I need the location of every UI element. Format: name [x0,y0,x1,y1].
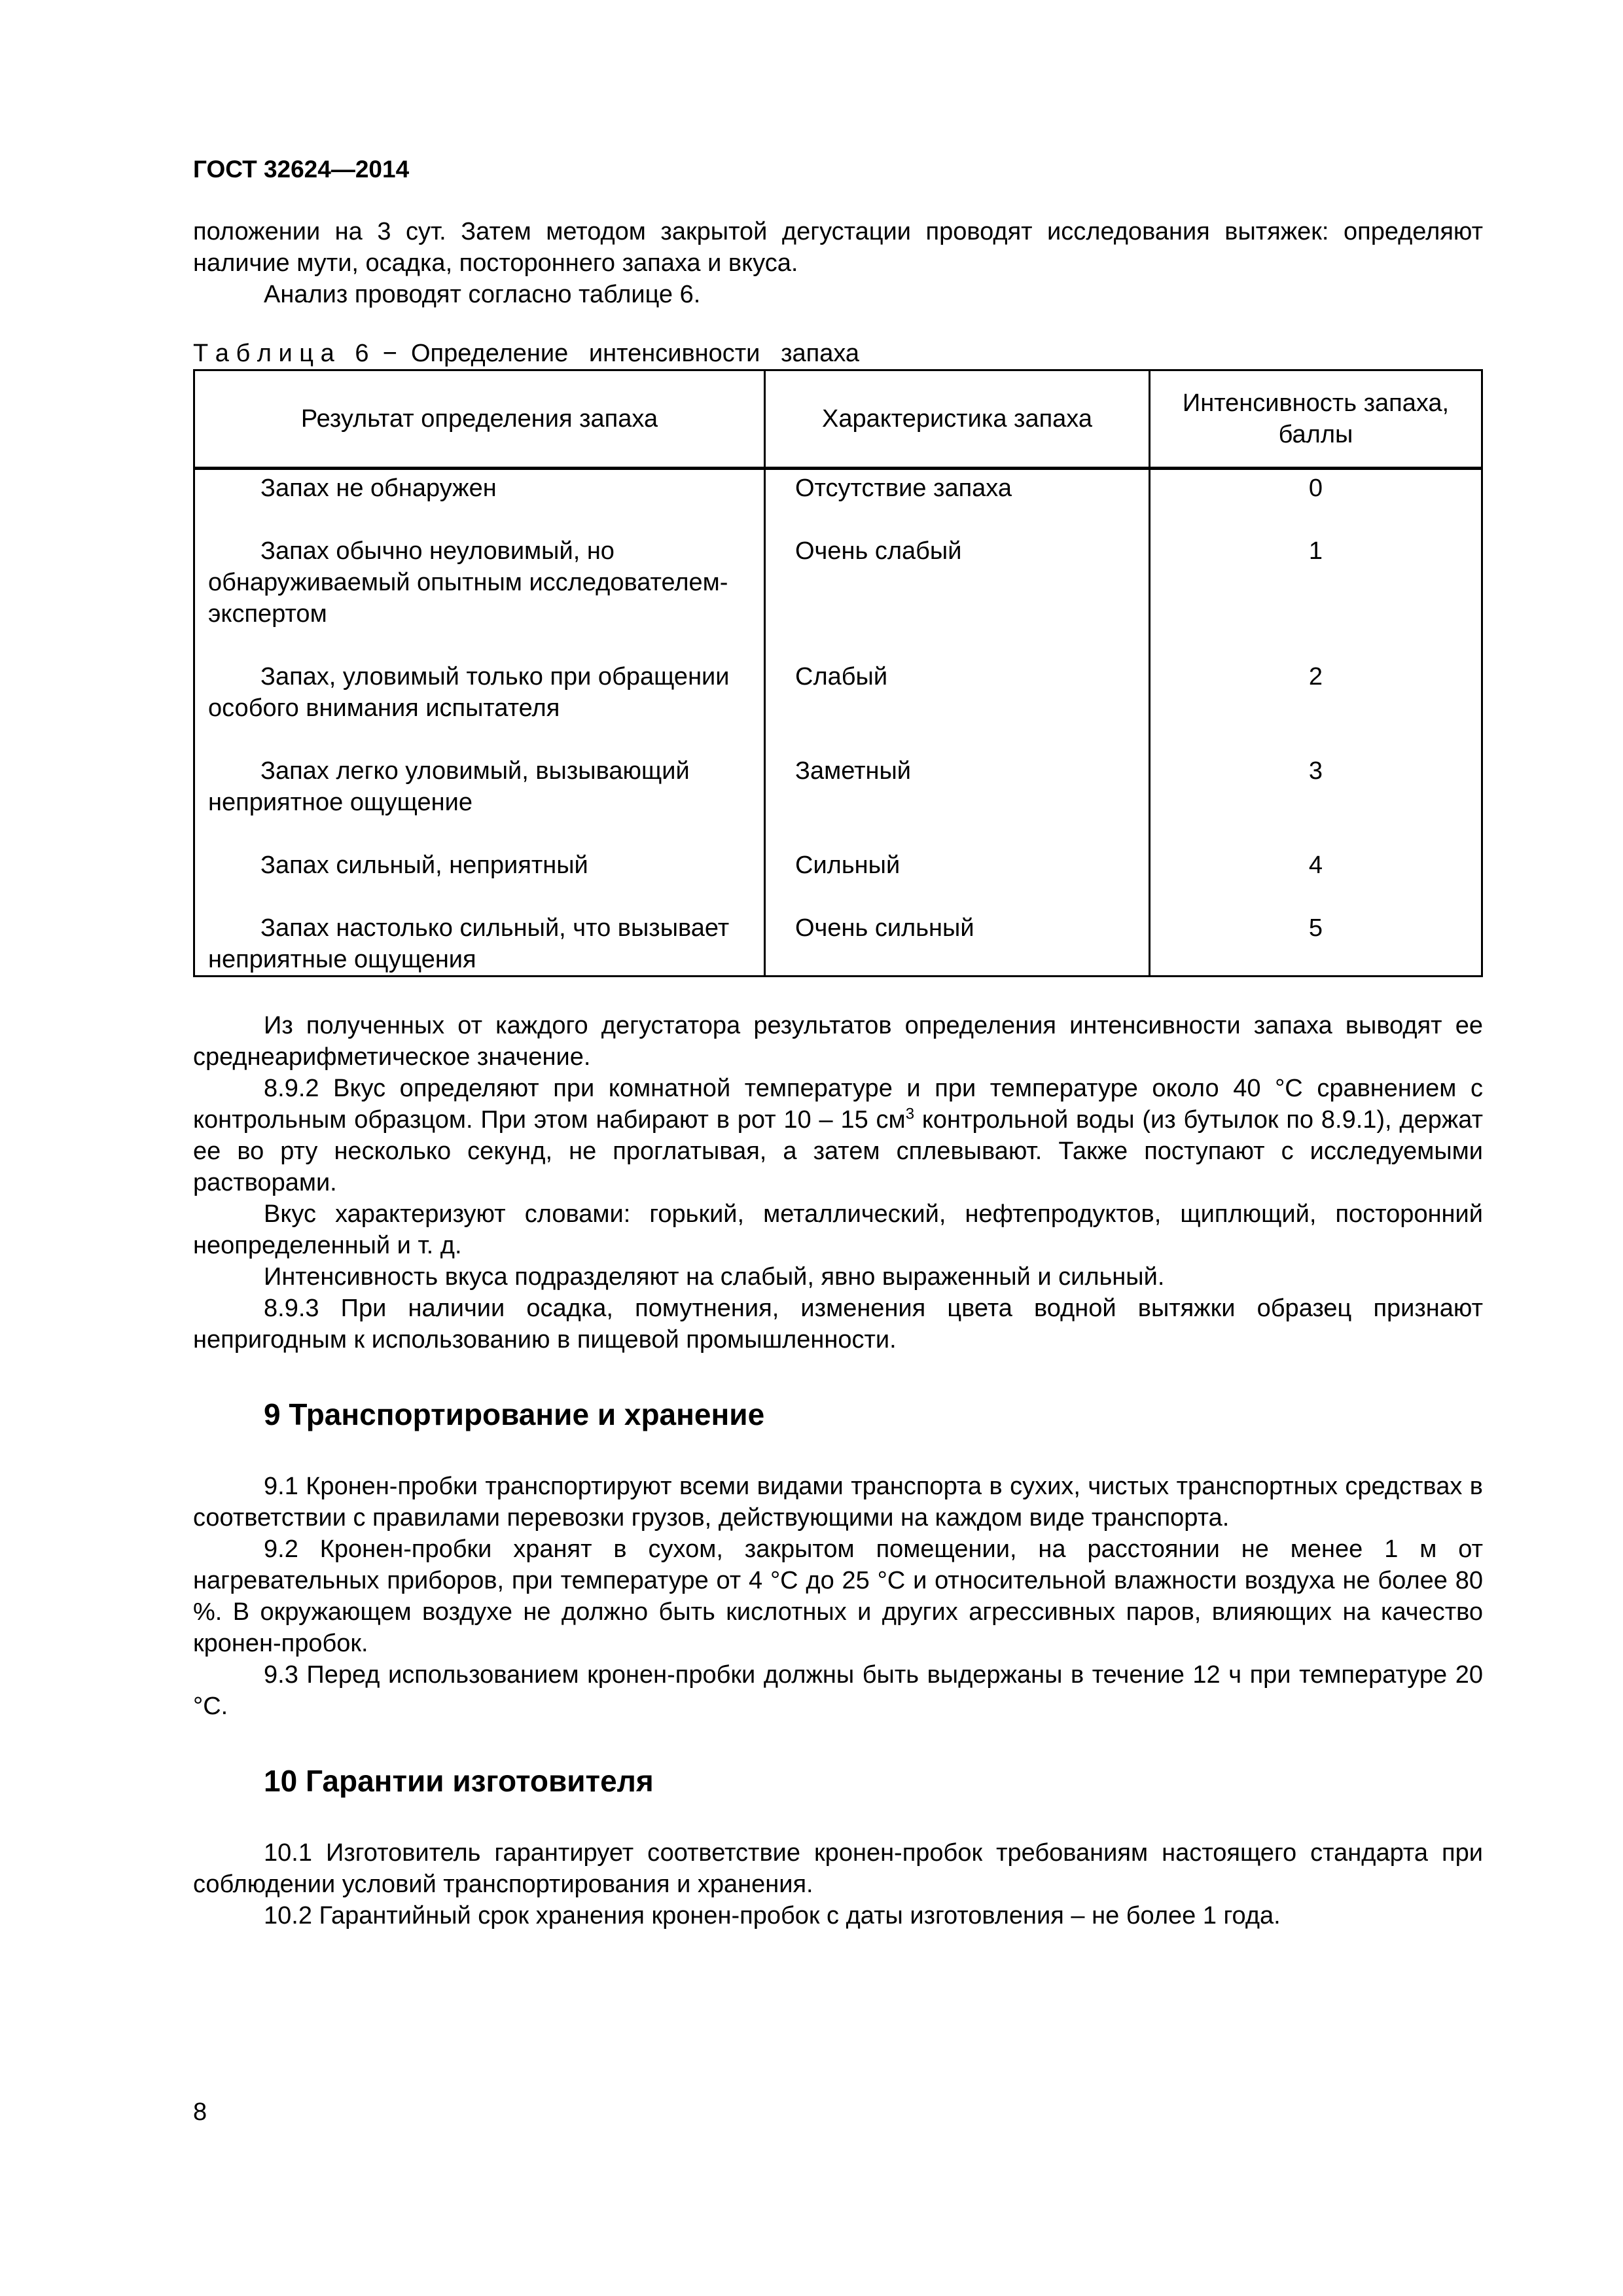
cell-text: Запах настолько сильный, что вызывает неприятные ощущения [208,914,730,973]
table-cell-score: 5 [1150,912,1482,977]
table-cell-result [194,469,765,536]
body-paragraph: 10.1 Изготовитель гарантирует соответствие кронен-пробок требованиям настоящего стандарта при соблюдении условий транспортирования и хранения. [193,1839,1483,1898]
intro-paragraph: положении на 3 сут. Затем методом закрытой дегустации проводят исследования вытяжек: определяют наличие мути, осадка, постороннего запаха и вкуса. [193,218,1483,277]
table-row [194,535,1482,661]
cell-text: Запах обычно неуловимый, но обнаруживаемый опытным исследователем-экспертом [208,537,728,628]
table-caption: Т а б л и ц а 6 − Определение интенсивности запаха [193,340,860,367]
table-cell-result [194,755,765,850]
table-cell-score: 2 [1150,661,1482,755]
cell-text: Запах сильный, неприятный [260,852,588,879]
table-row [194,912,1482,977]
table-row [194,661,1482,755]
superscript: 3 [905,1105,915,1123]
body-paragraph: 10.2 Гарантийный срок хранения кронен-пробок с даты изготовления – не более 1 года. [264,1902,1281,1929]
odor-intensity-table [193,369,1483,977]
table-cell-result [194,850,765,912]
table-cell-characteristic: Очень сильный [765,912,1150,977]
body-paragraph: 9.3 Перед использованием кронен-пробки должны быть выдержаны в течение 12 ч при температуре 20 °С. [193,1661,1483,1720]
section-heading: 9 Транспортирование и хранение [264,1397,765,1431]
table-cell-score: 1 [1150,535,1482,661]
table-cell-result [194,912,765,977]
body-paragraph: 8.9.3 При наличии осадка, помутнения, изменения цвета водной вытяжки образец признают непригодным к использованию в пищевой промышленности. [193,1295,1483,1354]
table-cell-result [194,535,765,661]
table-cell-result [194,661,765,755]
table-cell-score: 3 [1150,755,1482,850]
text-span: 8.9.2 Вкус определяют при комнатной температуре и при температуре около 40 °С сравнением с контрольным образцом. При этом набирают в рот 10 – 15 см [193,1075,1483,1134]
table-cell-score: 0 [1150,469,1482,536]
section-heading: 10 Гарантии изготовителя [264,1764,654,1798]
body-paragraph: Из полученных от каждого дегустатора результатов определения интенсивности запаха выводят ее среднеарифметическое значение. [193,1012,1483,1071]
page-number: 8 [193,2098,207,2126]
body-paragraph [193,1073,1483,1198]
table-row [194,469,1482,536]
table-cell-score: 4 [1150,850,1482,912]
table-cell-characteristic: Слабый [765,661,1150,755]
table-cell-characteristic: Отсутствие запаха [765,469,1150,536]
doc-header: ГОСТ 32624—2014 [193,156,410,183]
table-header-row [194,370,1482,469]
table-cell-characteristic: Очень слабый [765,535,1150,661]
cell-text: Запах, уловимый только при обращении особого внимания испытателя [208,663,730,722]
table-header-cell: Интенсивность запаха, баллы [1150,370,1482,469]
table-header-cell: Характеристика запаха [765,370,1150,469]
text-span: контрольной воды (из бутылок по 8.9.1), держат ее во рту несколько секунд, не проглатывая, а затем сплевывают. Также поступают с исследуемыми растворами. [193,1106,1483,1196]
table-row [194,755,1482,850]
body-paragraph: 9.1 Кронен-пробки транспортируют всеми видами транспорта в сухих, чистых транспортных средствах в соответствии с правилами перевозки грузов, действующими на каждом виде транспорта. [193,1473,1483,1532]
body-paragraph: Вкус характеризуют словами: горький, металлический, нефтепродуктов, щиплющий, посторонний неопределенный и т. д. [193,1200,1483,1259]
cell-text: Запах не обнаружен [260,475,497,502]
table-header-cell: Результат определения запаха [194,370,765,469]
cell-text: Запах легко уловимый, вызывающий неприятное ощущение [208,757,690,816]
table-cell-characteristic: Сильный [765,850,1150,912]
table-row [194,850,1482,912]
document-body [193,216,1483,1931]
body-paragraph: Интенсивность вкуса подразделяют на слабый, явно выраженный и сильный. [264,1263,1165,1291]
body-paragraph: 9.2 Кронен-пробки хранят в сухом, закрытом помещении, на расстоянии не менее 1 м от нагревательных приборов, при температуре от 4 °С до 25 °С и относительной влажности воздуха не более 80 %. В окружающем воздухе не должно быть кислотных и других агрессивных паров, влияющих на качество кронен-пробок. [193,1535,1483,1657]
intro-paragraph: Анализ проводят согласно таблице 6. [264,281,701,308]
table-cell-characteristic: Заметный [765,755,1150,850]
